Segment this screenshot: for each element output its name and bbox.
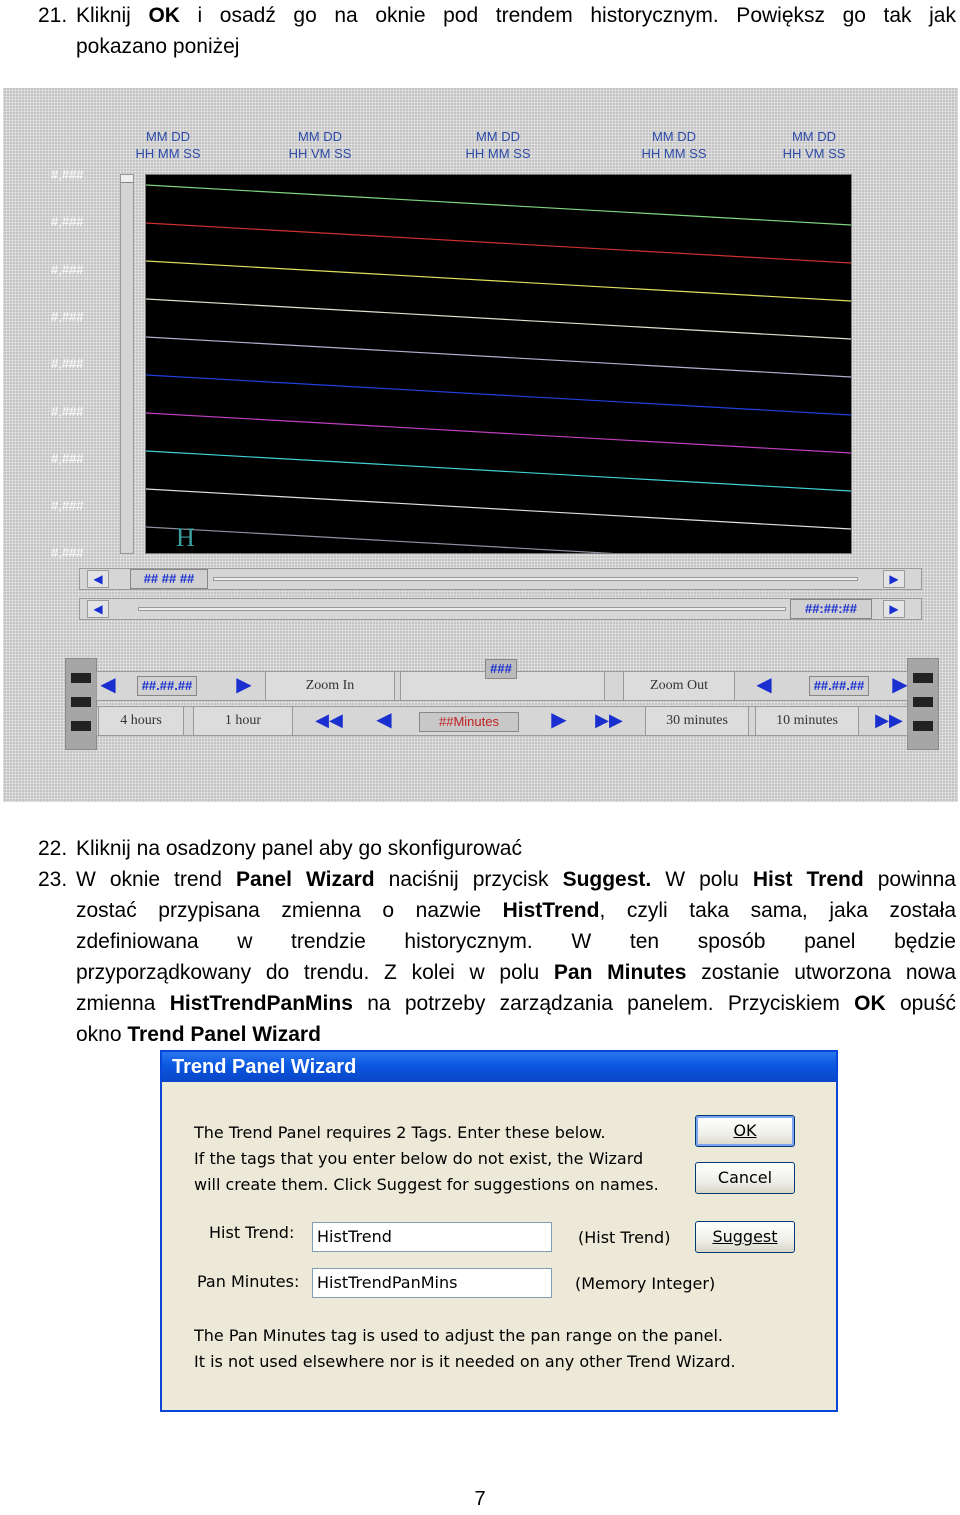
fast-back-icon[interactable]: ◀◀ [315, 710, 343, 730]
time-axis-header: MM DD HH MM SS [135, 129, 201, 161]
zoom-in-button[interactable]: Zoom In [265, 671, 395, 701]
note-line-2: It is not used elsewhere nor is it needed on any other Trend Wizard. [194, 1352, 736, 1371]
time-axis-header: MM DD HH MM SS [641, 129, 707, 161]
scroll-track[interactable] [213, 577, 858, 581]
pan-minutes-field[interactable]: ##Minutes [419, 712, 519, 732]
page-number: 7 [474, 1488, 486, 1510]
pen-line [146, 375, 851, 415]
range-4-hours-button[interactable]: 4 hours [98, 706, 184, 736]
y-axis-label: #,### [51, 167, 84, 182]
suggest-button[interactable]: Suggest [695, 1221, 795, 1253]
intro-line-2: If the tags that you enter below do not exist, the Wizard [194, 1149, 644, 1168]
pan-left-icon[interactable]: ◀ [100, 674, 116, 696]
time-axis-header: MM DD HH MM SS [465, 129, 531, 161]
pen-line [146, 261, 851, 301]
trend-panel-wizard-dialog [160, 1050, 838, 1412]
pen-marker: H [176, 523, 195, 552]
ok-button[interactable]: OK [695, 1115, 795, 1147]
nav-left-time: ##.##.## [137, 676, 197, 696]
step-23: 23. W oknie trend Panel Wizard naciśnij przycisk Suggest. W polu Hist Trend powinna zostać przypisana zmienna o nazwie HistTrend, czyli taka sama, jaka została zdefiniowana w trendzie historycznym. W ten sposób panel będzie przyporządkowany do trendu. Z kolei w polu Pan Minutes zostanie utworzona nowa zmienna HistTrendPanMins na potrzeby zarządzania panelem. Przyciskiem OK opuść okno Trend Panel Wizard [38, 868, 957, 1046]
start-time-box: ## ## ## [130, 569, 208, 589]
y-axis-label: #,### [51, 356, 84, 372]
panel-left-endcap [65, 658, 97, 750]
scroll-left-icon[interactable]: ◀ [87, 570, 109, 588]
range-1-hour-button[interactable]: 1 hour [193, 706, 293, 736]
jump-end-icon[interactable]: ▶▶ [875, 710, 903, 730]
range-30-minutes-button[interactable]: 30 minutes [645, 706, 749, 736]
cancel-button[interactable]: Cancel [695, 1162, 795, 1194]
scroll-left-icon[interactable]: ◀ [87, 600, 109, 618]
pan-minutes-label: Pan Minutes: [197, 1272, 300, 1291]
hist-trend-label: Hist Trend: [209, 1223, 295, 1242]
y-axis-label: #,### [51, 403, 84, 419]
pen-line [146, 185, 851, 225]
pan-right-icon[interactable]: ▶ [236, 674, 252, 696]
trend-pens-svg [146, 175, 851, 553]
y-axis-label: #,### [51, 214, 84, 230]
pen-line [146, 223, 851, 263]
pen-line [146, 299, 851, 339]
scroll-track[interactable] [138, 607, 786, 611]
intro-line-3: will create them. Click Suggest for suggestions on names. [194, 1175, 659, 1194]
pan-minutes-input[interactable]: HistTrendPanMins [312, 1268, 552, 1298]
vertical-scale-slider[interactable] [120, 174, 134, 554]
intro-line-1: The Trend Panel requires 2 Tags. Enter these below. [194, 1123, 606, 1142]
scroll-right-icon[interactable]: ▶ [883, 600, 905, 618]
step-number: 21. [38, 4, 68, 27]
historical-trend-screenshot [3, 88, 958, 802]
y-axis-label: #,### [51, 498, 84, 514]
y-axis-label: #,### [51, 545, 84, 561]
trend-plot-area [145, 174, 852, 554]
note-line-1: The Pan Minutes tag is used to adjust the pan range on the panel. [194, 1326, 723, 1345]
nav-right-time: ##.##.## [809, 676, 869, 696]
hist-trend-type: (Hist Trend) [578, 1228, 671, 1247]
hist-trend-input[interactable]: HistTrend [312, 1222, 552, 1252]
step-back-icon[interactable]: ◀ [376, 709, 392, 731]
time-axis-header: MM DD HH VM SS [288, 129, 352, 161]
pen-line [146, 413, 851, 453]
pan-right-icon[interactable]: ▶ [892, 674, 908, 696]
y-axis-label: #,### [51, 308, 84, 324]
pan-left-icon[interactable]: ◀ [756, 674, 772, 696]
pen-line [146, 527, 851, 553]
end-time-box: ##:##:## [790, 599, 872, 619]
dialog-title: Trend Panel Wizard [162, 1052, 836, 1082]
time-axis-header: MM DD HH VM SS [782, 129, 846, 161]
pen-line [146, 489, 851, 529]
step-22: 22. Kliknij na osadzony panel aby go skonfigurować [38, 837, 522, 860]
pan-minutes-type: (Memory Integer) [575, 1274, 716, 1293]
fast-forward-icon[interactable]: ▶▶ [595, 710, 623, 730]
y-axis-label: #,### [51, 261, 84, 277]
step-21: 21. Kliknij OK i osadź go na oknie pod trendem historycznym. Powiększ go tak jak pokazano poniżej [38, 0, 956, 62]
range-10-minutes-button[interactable]: 10 minutes [755, 706, 859, 736]
step-forward-icon[interactable]: ▶ [551, 709, 567, 731]
zoom-out-button[interactable]: Zoom Out [623, 671, 735, 701]
center-value: ### [485, 659, 517, 679]
y-axis-label: #,### [51, 450, 84, 466]
pen-line [146, 337, 851, 377]
scroll-right-icon[interactable]: ▶ [883, 570, 905, 588]
pen-line [146, 451, 851, 491]
